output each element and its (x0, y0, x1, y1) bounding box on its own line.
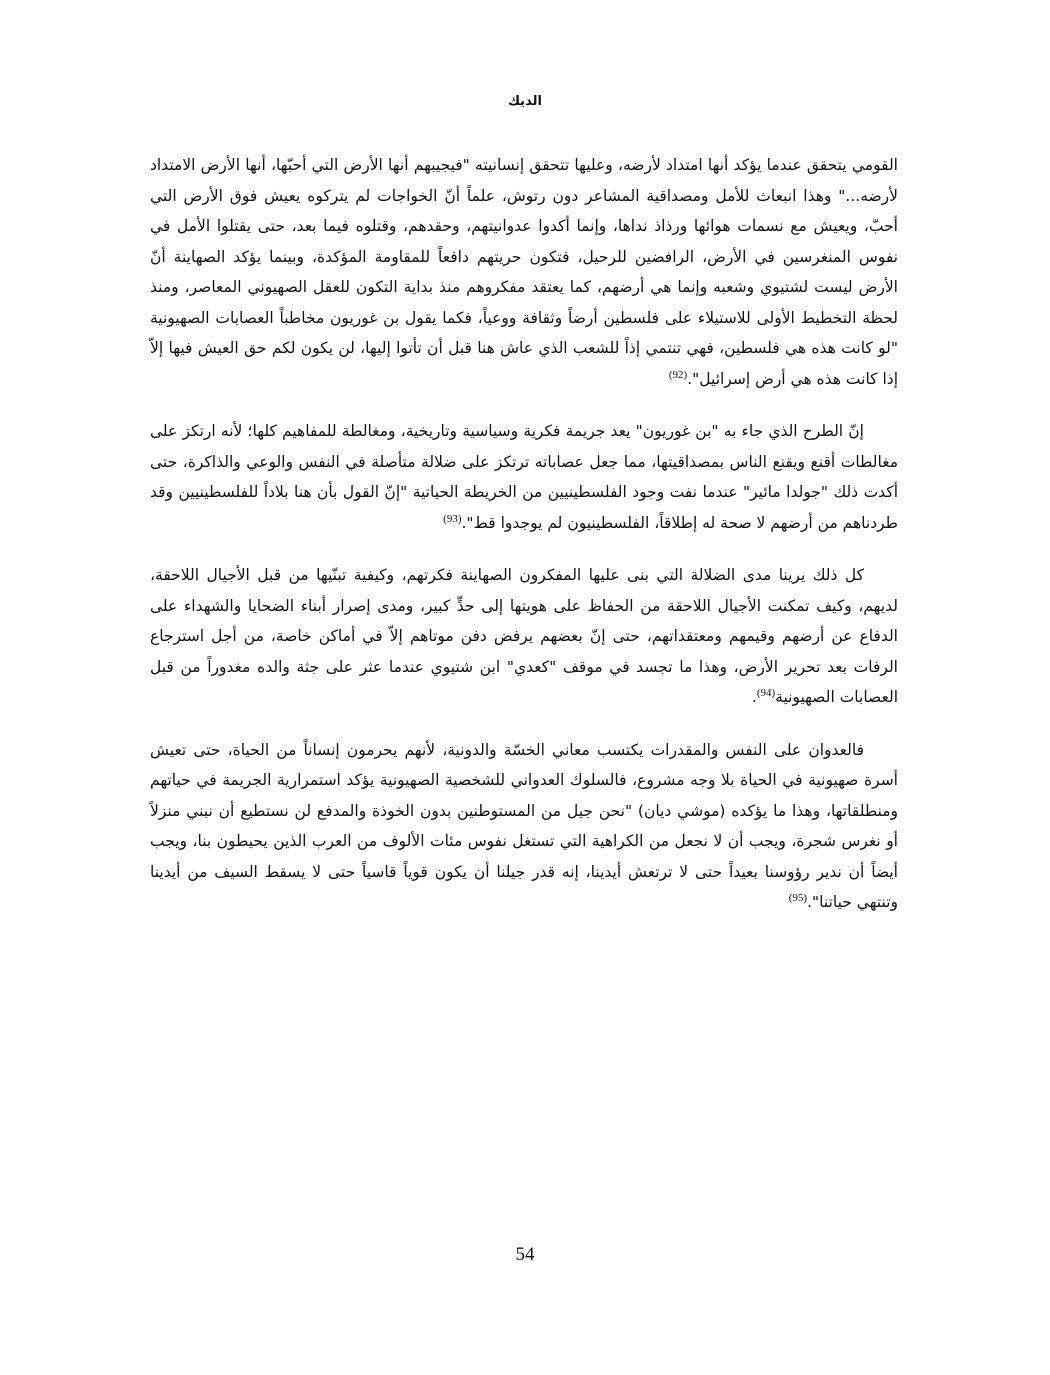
running-header: الديك (508, 94, 542, 109)
footnote-ref-92: (92) (668, 368, 688, 381)
paragraph-1-text: القومي يتحقق عندما يؤكد أنها امتداد لأرضه، وعليها تتحقق إنسانيته "فيجيبهم أنها الأرض التي أحبّها، أنها الأرض الامتداد لأرضه..." وهذا انبعاث للأمل ومصداقية المشاعر دون رتوش، علماً أنّ الخواجات لم يتركوه يعيش فوق الأرض التي أحبّ، ويعيش مع نسمات هوائها ورذاذ نداها، وإنما أكدوا عدوانيتهم، وحقدهم، وقتلوه فيما بعد، حتى يقتلوا الأمل في نفوس المنغرسين في الأرض، الرافضين للرحيل، فتكون حريتهم دافعاً للمقاومة المؤكدة، وبينما يؤكد الصهاينة أنّ الأرض ليست لشتيوي وشعبه وإنما هي أرضهم، كما يعتقد مفكروهم منذ بداية التكون للعقل الصهيوني المعاصر، ومنذ لحظة التخطيط الأولى للاستيلاء على فلسطين أرضاً وثقافة ووعياً، فكما يقول بن غوريون مخاطباً العصابات الصهيونية "لو كانت هذه هي فلسطين، فهي تنتمي إذاً للشعب الذي عاش هنا قبل أن تأتوا إليها، لن يكون لكم حق العيش فيها إلاّ إذا كانت هذه هي أرض إسرائيل". (150, 156, 898, 388)
footnote-ref-95: (95) (788, 891, 808, 904)
body-text (150, 150, 898, 940)
footnote-ref-93: (93) (443, 512, 462, 525)
paragraph-1 (150, 150, 898, 394)
paragraph-4 (150, 735, 898, 918)
paragraph-2 (150, 416, 898, 538)
paragraph-4-text: فالعدوان على النفس والمقدرات يكتسب معاني الخسّة والدونية، لأنهم يحرمون إنساناً من الحياة، حتى تعيش أسرة صهيونية في الحياة بلا وجه مشروع، فالسلوك العدواني للشخصية الصهيونية يؤكد استمرارية الجريمة في حياتهم ومنطلقاتها، وهذا ما يؤكده (موشي ديان) "نحن جيل من المستوطنين بدون الخوذة والمدفع لن نستطيع أن نبني منزلاً أو نغرس شجرة، ويجب أن لا نجعل من الكراهية التي تستغل نفوس مئات الألوف من العرب الذين يحيطون بنا، ويجب أيضاً أن ندير رؤوسنا بعيداً حتى لا ترتعش أيدينا، إنه قدر جيلنا أن يكون قوياً قاسياً حتى لا يسقط السيف من أيدينا وتنتهي حياتنا". (150, 740, 898, 911)
footnote-ref-94: (94) (756, 686, 776, 699)
page-number: 54 (515, 1244, 535, 1265)
paragraph-2-text: إنّ الطرح الذي جاء به "بن غوريون" يعد جريمة فكرية وسياسية وتاريخية، ومغالطة للمفاهيم كلها؛ لأنه ارتكز على مغالطات أقنع ويقنع الناس بمصداقيتها، مما جعل عصاباته ترتكز على ضلالة متأصلة في النفس والوعي والذاكرة، حتى أكدت ذلك "جولدا مائير" عندما نفت وجود الفلسطينيين من الخريطة الحياتية "إنّ القول بأن هنا بلاداً للفلسطينيين وقد طردناهم من أرضهم لا صحة له إطلاقاً، الفلسطينيون لم يوجدوا قط". (150, 422, 898, 532)
paragraph-3 (150, 560, 898, 713)
paragraph-3-text: كل ذلك يرينا مدى الضلالة التي بنى عليها المفكرون الصهاينة فكرتهم، وكيفية تبنّيها من قبل الأجيال اللاحقة، لديهم، وكيف تمكنت الأجيال اللاحقة من الحفاظ على هويتها إلى حدٍّ كبير، ومدى إصرار أبناء الضحايا والشهداء على الدفاع عن أرضهم وقيمهم ومعتقداتهم، حتى إنّ بعضهم يرفض دفن موتاهم إلاّ في أماكن خاصة، من أجل استرجاع الرفات بعد تحرير الأرض، وهذا ما تجسد في موقف "كعدي" ابن شتيوي عندما عثر على جثة والده مغدوراً من قبل العصابات الصهيونية (150, 566, 898, 706)
paragraph-3-tail: . (751, 688, 757, 706)
